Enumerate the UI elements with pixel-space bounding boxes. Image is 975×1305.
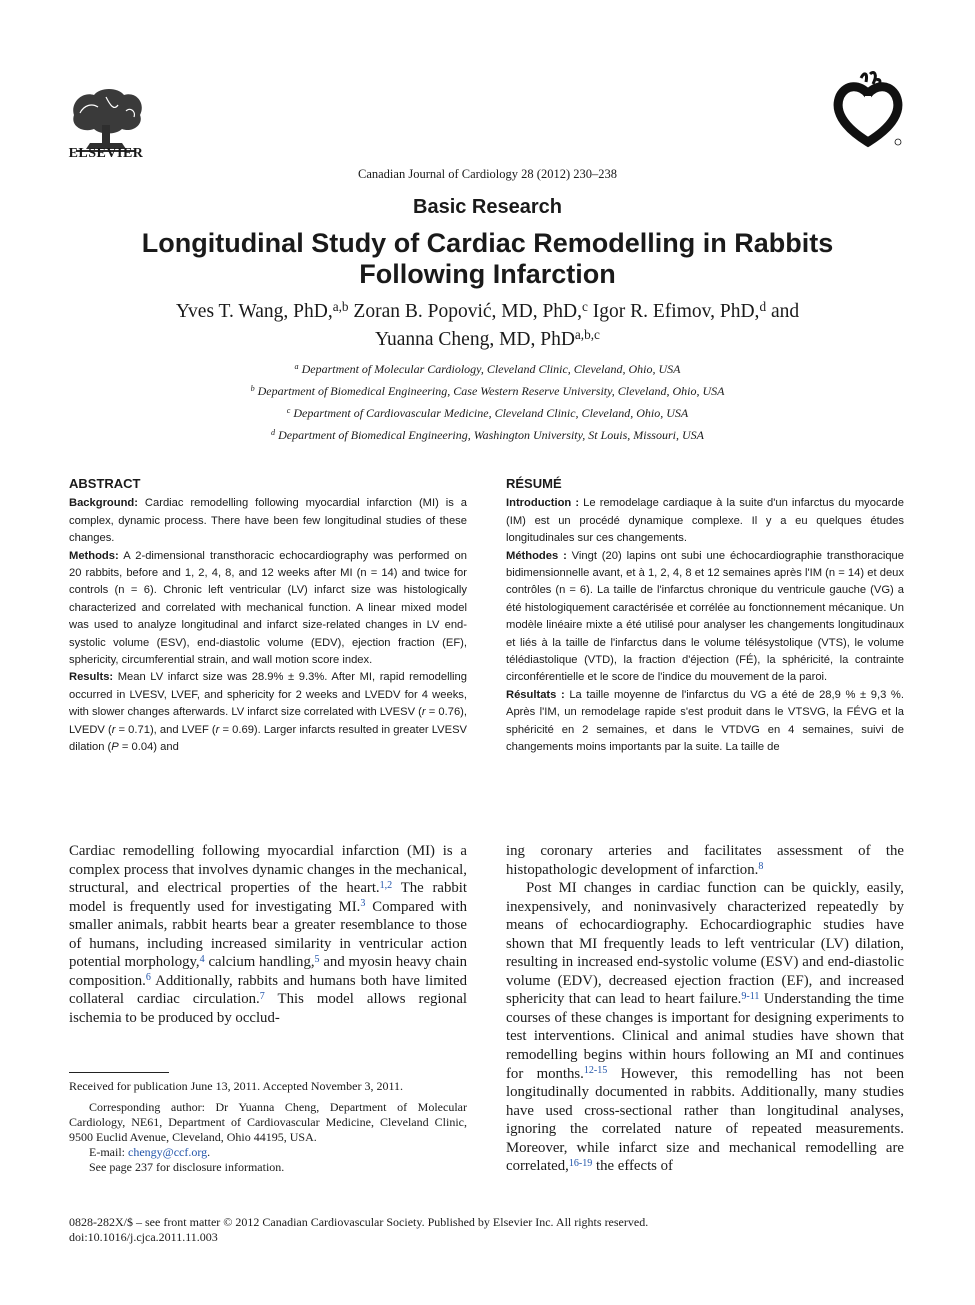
affiliation — [60, 380, 915, 402]
body-column-right — [506, 842, 904, 1176]
abstract-methods — [69, 548, 467, 670]
background-text: Cardiac remodelling following myocardial infarction (MI) is a complex, dynamic process. There have been few longitudinal studies of these changes. — [69, 497, 467, 545]
ccs-heart-logo — [828, 70, 908, 150]
author-name: Yves T. Wang, PhD, — [175, 301, 333, 322]
body-text: Post MI changes in cardiac function can be quickly, easily, inexpensively, and noninvasively characterized repeatedly by means of echocardiography. Echocardiographic studies have shown that MI frequently leads to left ventricular (LV) dilation, resulting in increased end-systolic volume (ESV) and end-diastolic volume (EDV), decreased ejection fraction (EF), and increased sphericity that can lead to heart failure. — [506, 880, 904, 1008]
body-text: The rabbit model is frequently used for investigating MI. — [69, 880, 468, 915]
author-conjunction: and — [770, 301, 800, 322]
citation-link[interactable]: 8 — [758, 861, 764, 873]
email-note — [69, 1145, 467, 1160]
citation-link[interactable]: 1,2 — [379, 879, 393, 891]
methods-label: Methods: — [69, 549, 119, 562]
citation-link[interactable]: 5 — [314, 953, 320, 965]
methodes-label: Méthodes : — [506, 549, 567, 562]
affiliation-mark: d — [271, 428, 276, 438]
abstract-heading: ABSTRACT — [69, 476, 141, 491]
affiliation — [60, 424, 915, 446]
r-symbol: r — [421, 706, 426, 719]
body-text: Cardiac remodelling following myocardial infarction (MI) is a complex process that involves dynamic changes in the mechanical, structural, and electrical properties of the heart. — [69, 843, 467, 897]
email-end: . — [207, 1145, 211, 1159]
abstract-french — [506, 475, 904, 775]
affiliation — [60, 358, 915, 380]
resume-resultats — [506, 687, 904, 757]
body-text: ing coronary arteries and facilitates assessment of the histopathologic development of infarction. — [506, 843, 904, 878]
results-text: Mean LV infarct size was 28.9% ± 9.3%. After MI, rapid remodelling occurred in LVESV, LVEF, and sphericity for 2 weeks and LVEDV for 4 weeks, with slower changes afterwards. LV infarct size correlated with LVESV ( — [69, 671, 467, 719]
results-text: = 0.71), and LVEF ( — [115, 723, 216, 736]
journal-citation: Canadian Journal of Cardiology 28 (2012) 230–238 — [358, 167, 617, 181]
affiliation-text: Department of Cardiovascular Medicine, Cleveland Clinic, Cleveland, Ohio, USA — [293, 406, 689, 420]
author-affiliation-mark: a,b — [332, 299, 349, 315]
affiliation-text: Department of Molecular Cardiology, Cleveland Clinic, Cleveland, Ohio, USA — [301, 362, 681, 376]
footnotes — [69, 1079, 467, 1175]
email-link[interactable]: chengy@ccf.org — [128, 1145, 208, 1159]
results-text: = 0.69). Larger infarcts resulted in greater LVESV dilation ( — [69, 723, 467, 754]
copyright-line: 0828-282X/$ – see front matter © 2012 Canadian Cardiovascular Society. Published by Elsevier Inc. All rights reserved. — [69, 1215, 649, 1229]
citation-link[interactable]: 12-15 — [583, 1065, 608, 1077]
resultats-label: Résultats : — [506, 688, 565, 701]
resume-introduction — [506, 495, 904, 547]
title-line-2: Following Infarction — [359, 259, 616, 289]
email-label: E-mail: — [89, 1145, 128, 1159]
body-paragraph — [506, 842, 904, 879]
affiliation-list — [60, 358, 915, 446]
title-line-1: Longitudinal Study of Cardiac Remodelling in Rabbits — [141, 228, 834, 258]
abstract-results — [69, 669, 467, 756]
affiliation — [60, 402, 915, 424]
body-paragraph — [506, 879, 904, 1176]
body-column-left — [69, 842, 467, 1027]
author-name: Zoran B. Popović, MD, PhD, — [353, 301, 583, 322]
page-footer — [69, 1215, 909, 1245]
body-text: calcium handling, — [204, 954, 315, 971]
citation-link[interactable]: 7 — [259, 990, 265, 1002]
r-symbol: r — [111, 723, 116, 736]
citation-link[interactable]: 3 — [360, 898, 366, 910]
author-affiliation-mark: a,b,c — [574, 327, 600, 343]
doi-line: doi:10.1016/j.cjca.2011.11.003 — [69, 1230, 218, 1244]
section-label: Basic Research — [413, 196, 562, 218]
results-text: = 0.76), LVEDV ( — [69, 706, 467, 736]
affiliation-text: Department of Biomedical Engineering, Washington University, St Louis, Missouri, USA — [278, 428, 704, 442]
footnote-divider — [69, 1072, 169, 1073]
r-symbol: r — [215, 723, 220, 736]
methodes-text: Vingt (20) lapins ont subi une échocardiographie transthoracique bidimensionnelle avant, et à 1, 2, 4, 8 et 12 semaines après l'IM (n = 14) et deux contrôles (n = 6). La taille de l'infarctus chronique du ventricule gauche (VG) a été histologiquement caractérisée et corrélée au fonctionnement mécanique. Un modèle linéaire mixte a été utilisé pour analyser les changements longitudinaux et liés à la taille de l'infarctus dans le volume télésystolique (VTS), le volume télédiastolique (VTD), la fraction d'éjection (FÉ), la sphéricité, la contrainte circonférentielle et le score de l'indice du mouvement de la paroi. — [506, 549, 904, 684]
author-list — [60, 298, 915, 354]
received-note: Received for publication June 13, 2011. Accepted November 3, 2011. — [69, 1079, 404, 1093]
resume-methodes — [506, 548, 904, 687]
publisher-name: ELSEVIER — [68, 146, 144, 161]
body-text: and myosin heavy chain composition. — [69, 954, 467, 989]
citation-link[interactable]: 4 — [199, 953, 205, 965]
affiliation-text: Department of Biomedical Engineering, Case Western Reserve University, Cleveland, Ohio, USA — [257, 384, 725, 398]
introduction-text: Le remodelage cardiaque à la suite d'un infarctus du myocarde (IM) est un procédé dynamique complexe. Il y a eu quelques études longitudinales sur ces changements. — [506, 497, 904, 545]
affiliation-mark: a — [294, 362, 299, 372]
results-text: = 0.04) and — [118, 741, 179, 754]
body-text: Additionally, rabbits and humans both have limited collateral cardiac circulation. — [69, 972, 467, 1008]
citation-link[interactable]: 16-19 — [568, 1157, 593, 1169]
author-name: Yuanna Cheng, MD, PhD — [375, 329, 575, 350]
disclosure-note: See page 237 for disclosure information. — [89, 1160, 285, 1174]
citation-link[interactable]: 9-11 — [741, 990, 760, 1002]
affiliation-mark: c — [286, 406, 291, 416]
p-symbol: P — [111, 741, 119, 754]
resultats-text: La taille moyenne de l'infarctus du VG a été de 28,9 % ± 9,3 %. Après l'IM, un remodelage rapide s'est produit dans le VTSVG, la FÉVG et la sphéricité en 2 semaines, et dans le VTDVG en 4 semaines, suivi de changements moins importants par la suite. La taille de — [506, 688, 904, 754]
corresponding-author-note: Corresponding author: Dr Yuanna Cheng, Department of Molecular Cardiology, NE61, Department of Cardiovascular Medicine, Cleveland Clinic, 9500 Euclid Avenue, Cleveland, Ohio 44195, USA. — [69, 1100, 467, 1144]
author-affiliation-mark: c — [582, 299, 588, 315]
body-text: Understanding the time courses of these changes is important for designing experiments to test interventions. Clinical and animal studies have shown that remodelling begins within hours following an MI and continues for months. — [506, 991, 904, 1082]
abstract-background — [69, 495, 467, 547]
author-affiliation-mark: d — [759, 299, 767, 315]
abstract-english — [69, 475, 467, 775]
background-label: Background: — [69, 497, 138, 510]
body-text: However, this remodelling has not been longitudinally documented in rabbits. Additionally, many studies have used cross-sectional rather than longitudinal analyses, ignoring the correlated nature of repeated measurements. Moreover, while infarct size and mechanical remodelling are correlated, — [506, 1065, 904, 1175]
body-paragraph — [69, 842, 467, 1027]
introduction-label: Introduction : — [506, 497, 580, 510]
article-title — [60, 228, 915, 290]
body-text: This model allows regional ischemia to be produced by occlud- — [69, 991, 468, 1026]
resume-heading: RÉSUMÉ — [506, 476, 562, 491]
methods-text: A 2-dimensional transthoracic echocardiography was performed on 20 rabbits, before and 1, 2, 4, 8, and 12 weeks after MI (n = 14) and twice for controls (n = 6). Chronic left ventricular (LV) infarct size was histologically characterized and correlated with mechanical function. A linear mixed model was used to analyze longitudinal and infarct size-related changes in LV end-systolic volume (ESV), end-diastolic volume (EDV), ejection fraction (EF), sphericity, circumferential strain, and wall motion score index. — [69, 549, 467, 667]
body-text: Compared with smaller animals, rabbit hearts bear a greater resemblance to those of humans, including increased similarity in ventricular action potential morphology, — [69, 898, 467, 971]
author-name: Igor R. Efimov, PhD, — [592, 301, 760, 322]
affiliation-mark: b — [250, 384, 255, 394]
citation-link[interactable]: 6 — [145, 972, 151, 984]
body-text: the effects of — [592, 1158, 673, 1175]
results-label: Results: — [69, 671, 114, 684]
